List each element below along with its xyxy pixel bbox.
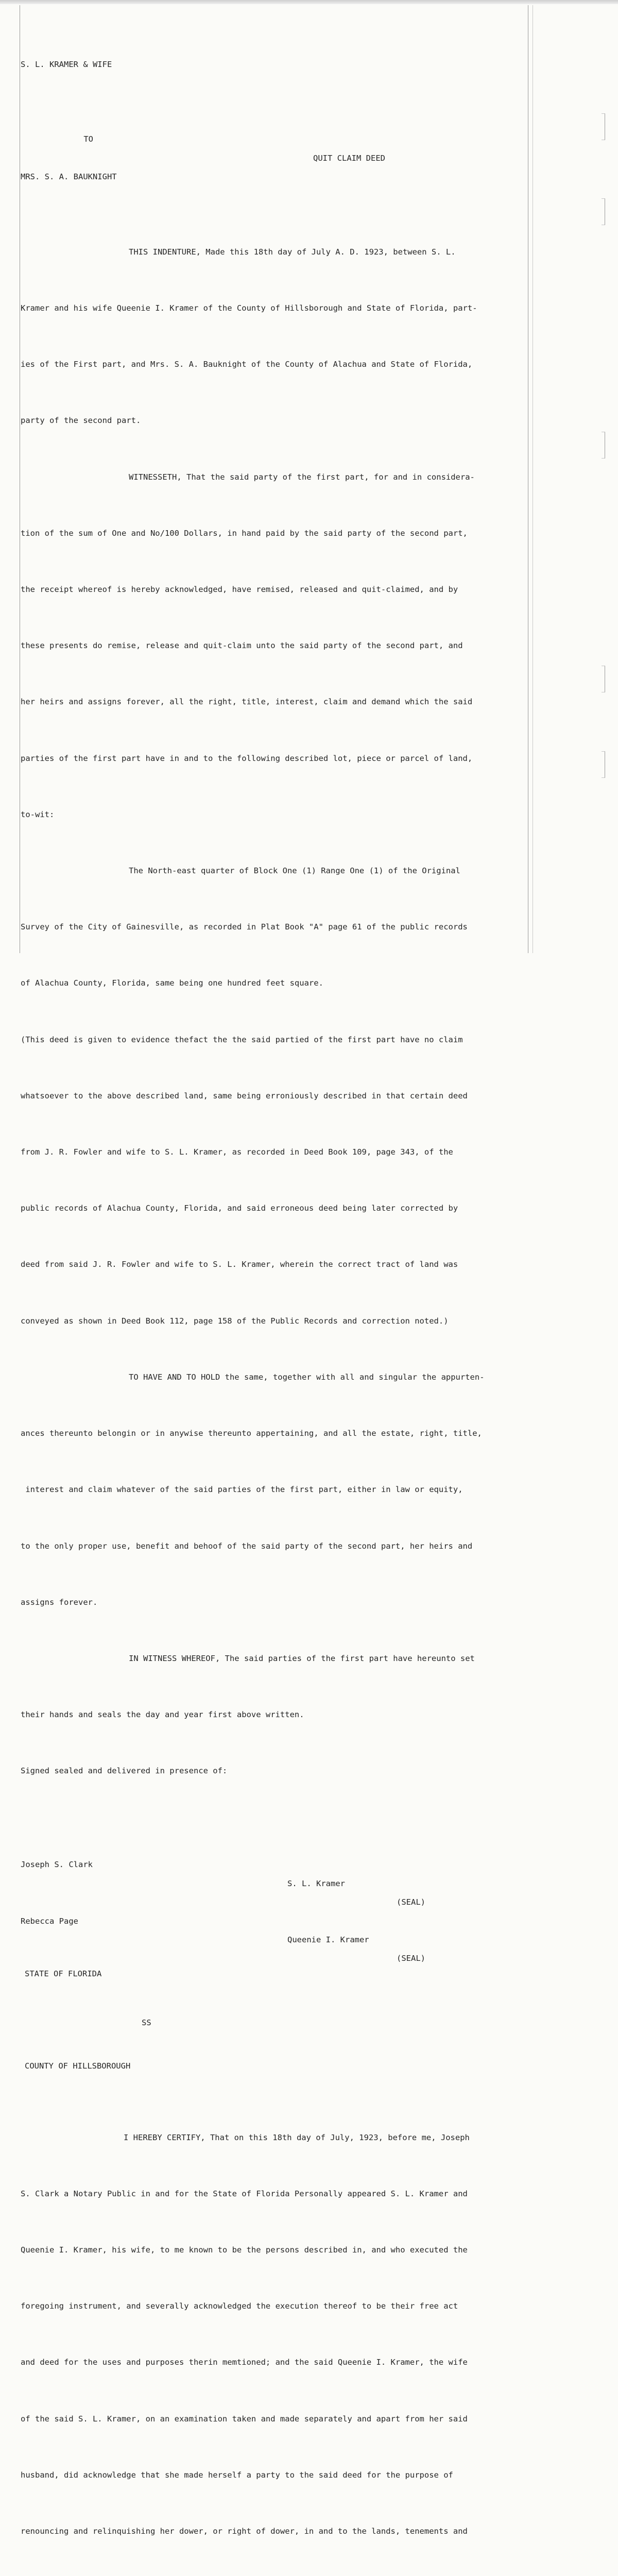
testimonium-line: their hands and seals the day and year first above written.: [21, 1710, 304, 1720]
venue-county: COUNTY OF HILLSBOROUGH: [25, 2061, 131, 2071]
legal-description-line: of Alachua County, Florida, same being one hundred feet square.: [21, 978, 323, 988]
witness-name: Joseph S. Clark: [21, 1860, 93, 1870]
body-line: conveyed as shown in Deed Book 112, page 158 of the Public Records and correction noted.): [21, 1316, 449, 1326]
certificate-line: husband, did acknowledge that she made herself a party to the said deed for the purpose of: [21, 2470, 453, 2480]
certificate-line: foregoing instrument, and severally acknowledged the execution thereof to be their free act: [21, 2301, 458, 2311]
margin-bracket-mark: [602, 432, 605, 459]
body-line: whatsoever to the above described land, same being erroniously described in that certain deed: [21, 1091, 468, 1100]
body-line: THIS INDENTURE, Made this 18th day of July A. D. 1923, between S. L.: [129, 247, 456, 257]
margin-bracket-mark: [602, 666, 605, 692]
habendum-line: to the only proper use, benefit and behoof of the said party of the second part, her heirs and: [21, 1541, 473, 1551]
deed-type-title: QUIT CLAIM DEED: [313, 153, 385, 163]
body-line: deed from said J. R. Fowler and wife to S. L. Kramer, wherein the correct tract of land was: [21, 1260, 458, 1269]
habendum-line: TO HAVE AND TO HOLD the same, together with all and singular the appurten-: [129, 1372, 485, 1382]
body-line: tion of the sum of One and No/100 Dollars, in hand paid by the said party of the second part,: [21, 528, 468, 538]
certificate-line: S. Clark a Notary Public in and for the State of Florida Personally appeared S. L. Kramer and: [21, 2189, 468, 2198]
testimonium-line: IN WITNESS WHEREOF, The said parties of the first part have hereunto set: [129, 1653, 475, 1663]
venue-state: STATE OF FLORIDA: [25, 1969, 102, 1978]
legal-description-line: Survey of the City of Gainesville, as recorded in Plat Book "A" page 61 of the public records: [21, 922, 468, 932]
body-line: these presents do remise, release and quit-claim unto the said party of the second part, and: [21, 641, 463, 651]
body-line: the receipt whereof is hereby acknowledged, have remised, released and quit-claimed, and by: [21, 585, 458, 595]
certificate-line: Queenie I. Kramer, his wife, to me known to be the persons described in, and who executed the: [21, 2245, 468, 2255]
signature-row: [21, 1837, 528, 1907]
to-label: TO: [83, 134, 93, 144]
habendum-line: interest and claim whatever of the said parties of the first part, either in law or equity,: [21, 1485, 463, 1495]
body-line: her heirs and assigns forever, all the right, title, interest, claim and demand which the said: [21, 697, 473, 707]
margin-bracket-mark: [602, 113, 605, 140]
signature-row: [21, 1893, 528, 1963]
title-line: [21, 111, 528, 163]
body-line: ies of the First part, and Mrs. S. A. Bauknight of the County of Alachua and State of Florida,: [21, 360, 473, 369]
margin-bracket-mark: [602, 751, 605, 778]
grantor-line: S. L. KRAMER & WIFE: [21, 59, 112, 69]
deed-document: [21, 18, 528, 2576]
legal-description-line: The North-east quarter of Block One (1) Range One (1) of the Original: [129, 866, 460, 876]
body-line: party of the second part.: [21, 416, 141, 426]
certificate-line: and deed for the uses and purposes therin memtioned; and the said Queenie I. Kramer, the wife: [21, 2358, 468, 2367]
grantor-signature: S. L. Kramer: [287, 1878, 345, 1888]
certificate-line: renouncing and relinquishing her dower, or right of dower, in and to the lands, tenements and: [21, 2527, 468, 2536]
witness-name: Rebecca Page: [21, 1916, 78, 1926]
seal-label: (SEAL): [397, 1954, 425, 1963]
body-line: (This deed is given to evidence thefact the the said partied of the first part have no claim: [21, 1035, 463, 1044]
grantee-line: MRS. S. A. BAUKNIGHT: [21, 172, 117, 182]
signed-sealed-line: Signed sealed and delivered in presence of:: [21, 1766, 228, 1776]
margin-bracket-mark: [602, 198, 605, 225]
habendum-line: assigns forever.: [21, 1597, 98, 1607]
top-rule: [0, 0, 618, 4]
body-line: public records of Alachua County, Florida, and said erroneous deed being later corrected by: [21, 1204, 458, 1213]
certificate-line: of the said S. L. Kramer, on an examination taken and made separately and apart from her said: [21, 2414, 468, 2424]
body-line: parties of the first part have in and to the following described lot, piece or parcel of land,: [21, 753, 473, 763]
grantor-signature: Queenie I. Kramer: [287, 1935, 369, 1944]
body-line: WITNESSETH, That the said party of the first part, for and in considera-: [129, 472, 475, 482]
certificate-line: I HEREBY CERTIFY, That on this 18th day of July, 1923, before me, Joseph: [124, 2132, 470, 2142]
body-line: from J. R. Fowler and wife to S. L. Kramer, as recorded in Deed Book 109, page 343, of the: [21, 1147, 453, 1157]
body-line: Kramer and his wife Queenie I. Kramer of the County of Hillsborough and State of Florida, part-: [21, 303, 477, 313]
seal-label: (SEAL): [397, 1897, 425, 1907]
body-line: to-wit:: [21, 809, 55, 819]
venue-ss: SS: [142, 2018, 151, 2027]
habendum-line: ances thereunto belongin or in anywise thereunto appertaining, and all the estate, right, title,: [21, 1429, 482, 1438]
